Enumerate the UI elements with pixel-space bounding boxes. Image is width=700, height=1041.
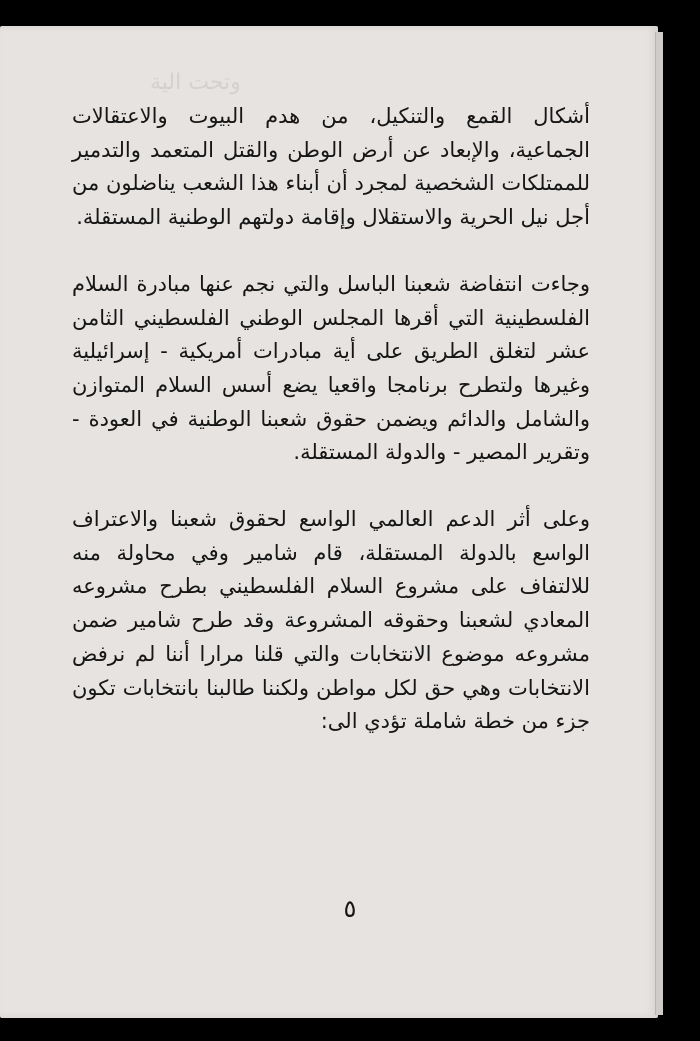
show-through-text: وتحت الية [150, 70, 241, 95]
document-body [72, 100, 590, 739]
page-edge [655, 32, 663, 1015]
paragraph-1: أشكال القمع والتنكيل، من هدم البيوت والاعتقالات الجماعية، والإبعاد عن أرض الوطن والقتل المتعمد والتدمير للممتلكات الشخصية لمجرد أن أبناء هذا الشعب يناضلون من أجل نيل الحرية والاستقلال وإقامة دولتهم الوطنية المستقلة. [72, 104, 590, 230]
page-number: ٥ [343, 895, 357, 923]
paragraph-3: وعلى أثر الدعم العالمي الواسع لحقوق شعبنا والاعتراف الواسع بالدولة المستقلة، قام شامير وفي محاولة منه للالتفاف على مشروع السلام الفلسطيني بطرح مشروعه المعادي لشعبنا وحقوقه المشروعة وقد طرح شامير ضمن مشروعه موضوع الانتخابات والتي قلنا مرارا أننا لم نرفض الانتخابات وهي حق لكل مواطن ولكننا طالبنا بانتخابات تكون جزء من خطة شاملة تؤدي الى: [72, 507, 590, 734]
document-page [0, 26, 658, 1018]
paragraph-2: وجاءت انتفاضة شعبنا الباسل والتي نجم عنها مبادرة السلام الفلسطينية التي أقرها المجلس الوطني الفلسطيني الثامن عشر لتغلق الطريق على أية مبادرات أمريكية - إسرائيلية وغيرها ولتطرح برنامجا واقعيا يضع أسس السلام المتوازن والشامل والدائم ويضمن حقوق شعبنا الوطنية في العودة - وتقرير المصير - والدولة المستقلة. [72, 271, 590, 465]
